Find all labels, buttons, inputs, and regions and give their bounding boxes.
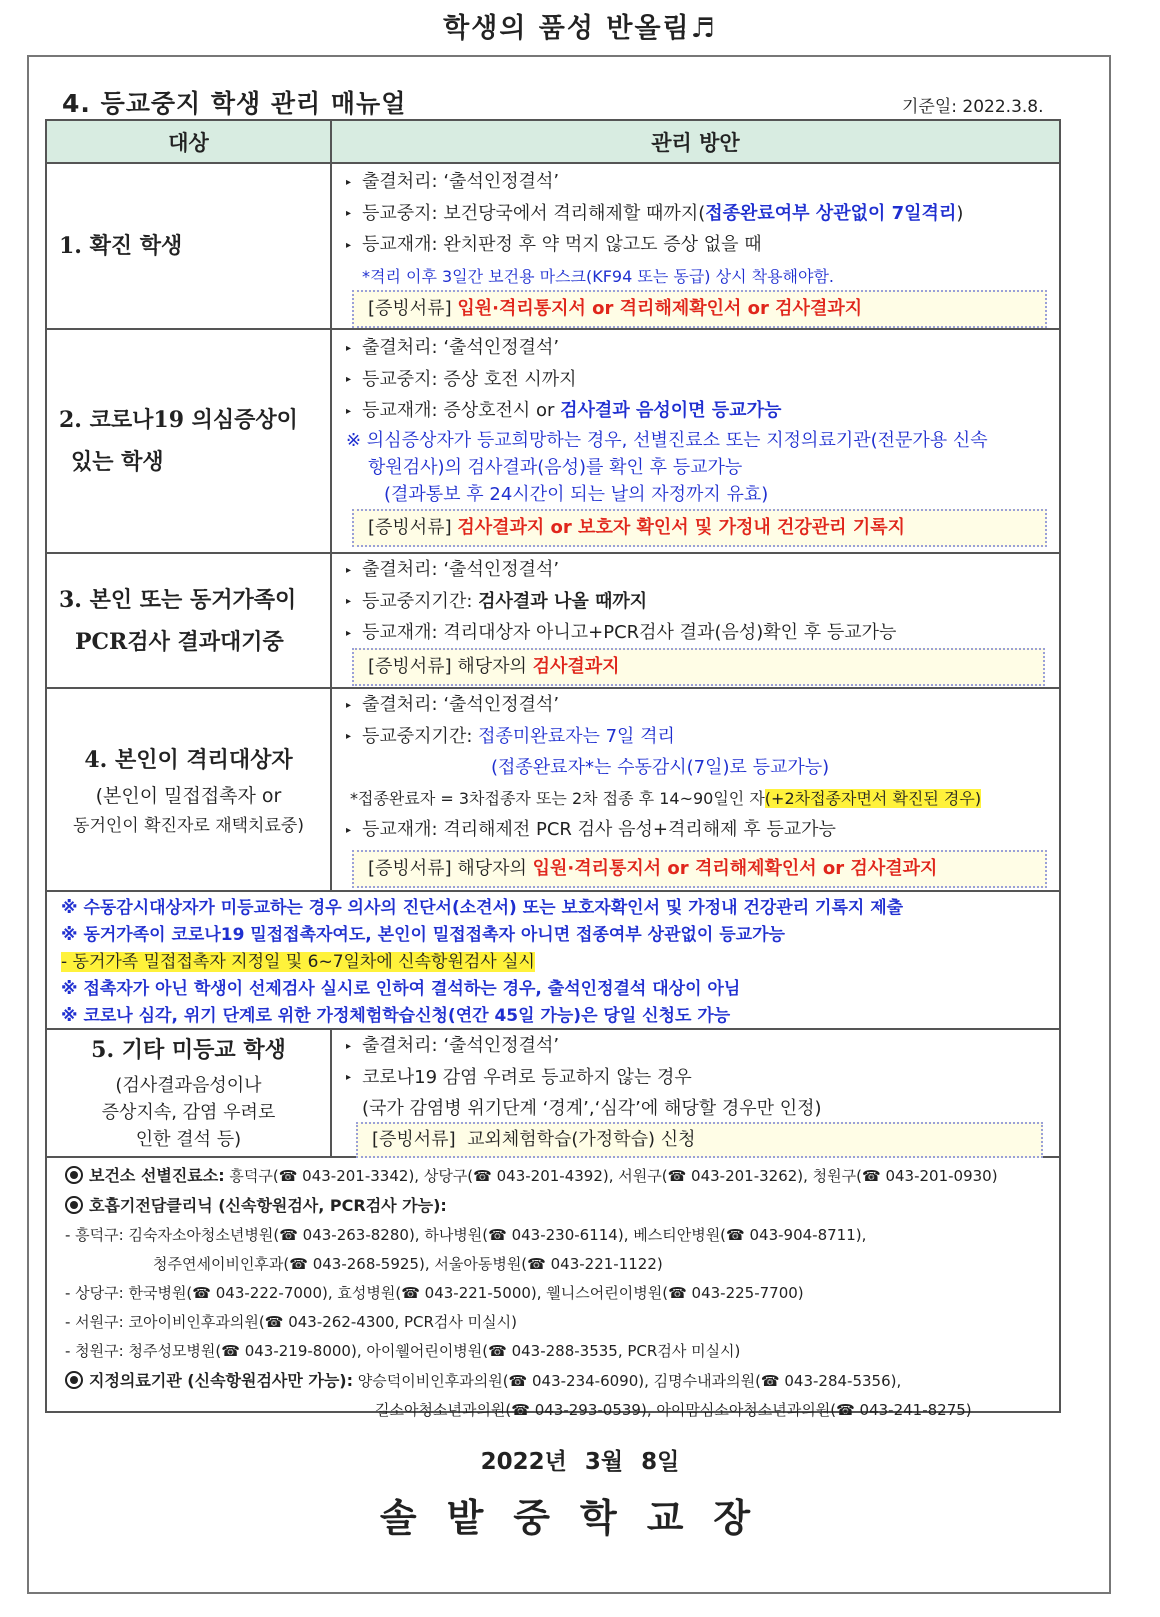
note-line: - 동거가족 밀접접촉자 지정일 및 6~7일차에 신속항원검사 실시 [61,952,535,972]
evidence-box: [증빙서류] 교외체험학습(가정학습) 신청 [356,1122,1043,1158]
row-sublabel: (본인이 밀접접촉자 or [95,784,282,807]
list-item: ▸ 등교중지: 증상 호전 시까지 [346,364,1059,396]
list-item: ▸ 등교재개: 완치판정 후 약 먹지 않고도 증상 없을 때 [346,229,1059,261]
list-item: (접종완료자*는 수동감시(7일)로 등교가능) [491,757,830,778]
list-item: ▸ 등교재개: 격리대상자 아니고+PCR검사 결과(음성)확인 후 등교가능 [346,617,1059,649]
triangle-bullet-icon: ▸ [346,731,352,742]
row-label: 4. 본인이 격리대상자 [84,746,293,773]
table-row [47,554,1059,689]
list-item: (결과통보 후 24시간이 되는 날의 자정까지 유효) [384,483,769,505]
table-row [47,689,1059,892]
header-plan: 관리 방안 [651,130,740,155]
list-item: ▸ 등교중지기간: 검사결과 나올 때까지 [346,586,1059,618]
triangle-bullet-icon: ▸ [346,699,352,711]
list-item: *격리 이후 3일간 보건용 마스크(KF94 또는 동급) 상시 착용해야함. [362,266,834,286]
row-label: 5. 기타 미등교 학생 [91,1037,286,1063]
triangle-bullet-icon: ▸ [346,405,352,417]
row-label: 1. 확진 학생 [59,233,183,259]
notes-block [47,892,1059,1030]
triangle-bullet-icon: ▸ [346,176,352,188]
list-item: ▸ 등교재개: 증상호전시 or 검사결과 음성이면 등교가능 [346,395,1059,427]
issue-date: 2022년 3월 8일 [480,1449,680,1475]
triangle-bullet-icon: ▸ [346,596,352,607]
principal-signature: 솔밭중학교장 [379,1495,781,1540]
target-bullet-icon [65,1166,83,1184]
contact-line: - 서원구: 코아이비인후과의원(☎ 043-262-4300, PCR검사 미실시) [65,1313,517,1331]
note-line: ※ 동거가족이 코로나19 밀접접촉자여도, 본인이 밀접접촉자 아니면 접종여부 상관없이 등교가능 [61,925,785,945]
list-item: ▸ 등교중지: 보건당국에서 격리해제할 때까지(접종완료여부 상관없이 7일격리) [346,198,1059,230]
contact-line: - 청원구: 청주성모병원(☎ 043-219-8000), 아이웰어린이병원(☎ 043-288-3535, PCR검사 미실시) [65,1342,741,1360]
triangle-bullet-icon: ▸ [346,824,352,836]
evidence-box: [증빙서류] 검사결과지 or 보호자 확인서 및 가정내 건강관리 기록지 [352,509,1047,547]
list-item: ▸ 출결처리: ‘출석인정결석’ [346,166,1059,198]
triangle-bullet-icon: ▸ [346,239,352,251]
evidence-box: [증빙서류] 해당자의 입원·격리통지서 or 격리해제확인서 or 검사결과지 [352,850,1047,888]
list-item: (국가 감염병 위기단계 ‘경계’,‘심각’에 해당할 경우만 인정) [362,1098,822,1119]
triangle-bullet-icon: ▸ [346,208,352,219]
contact-line: - 흥덕구: 김숙자소아청소년병원(☎ 043-263-8280), 하나병원(☎ 043-230-6114), 베스티안병원(☎ 043-904-8711), [65,1226,867,1244]
list-item: ▸ 코로나19 감염 우려로 등교하지 않는 경우 [346,1062,1059,1094]
target-bullet-icon [65,1196,83,1214]
row-sublabel: 동거인이 확진자로 재택치료중) [73,815,304,836]
contact-line: - 상당구: 한국병원(☎ 043-222-7000), 효성병원(☎ 043-221-5000), 웰니스어린이병원(☎ 043-225-7700) [65,1284,804,1302]
reference-date: 기준일: 2022.3.8. [902,97,1044,117]
evidence-box: [증빙서류] 입원·격리통지서 or 격리해제확인서 or 검사결과지 [352,290,1047,328]
triangle-bullet-icon: ▸ [346,627,352,639]
contact-line: 청주연세이비인후과(☎ 043-268-5925), 서울아동병원(☎ 043-221-1122) [153,1255,663,1273]
evidence-box: [증빙서류] 해당자의 검사결과지 [352,648,1045,686]
target-bullet-icon [65,1371,83,1389]
list-item: ▸ 출결처리: ‘출석인정결석’ [346,1030,1059,1062]
row-sublabel: (검사결과음성이나 [115,1075,262,1096]
screening-clinics: 보건소 선별진료소: 흥덕구(☎ 043-201-3342), 상당구(☎ 043-201-4392), 서원구(☎ 043-201-3262), 청원구(☎ 043-201-0930) [65,1161,1059,1191]
note-line: ※ 코로나 심각, 위기 단계로 위한 가정체험학습신청(연간 45일 가능)은 당일 신청도 가능 [61,1006,731,1026]
row-sublabel: 인한 결석 등) [135,1129,242,1150]
row-label: PCR검사 결과대기중 [75,628,284,655]
management-table [45,119,1061,1419]
triangle-bullet-icon: ▸ [346,374,352,385]
row-label: 3. 본인 또는 동거가족이 [59,586,297,613]
list-item: ▸ 출결처리: ‘출석인정결석’ [346,332,1059,364]
row-sublabel: 증상지속, 감염 우려로 [101,1102,276,1123]
triangle-bullet-icon: ▸ [346,564,352,576]
table-header-row [47,119,1059,164]
contact-line: 길소아청소년과의원(☎ 043-293-0539), 아이맘심소아청소년과의원(☎ 043-241-8275) [375,1401,972,1419]
list-item: 항원검사)의 검사결과(음성)를 확인 후 등교가능 [368,456,743,478]
respiratory-clinics-title: 호흡기전담클리닉 (신속항원검사, PCR검사 가능): [65,1191,1059,1221]
designated-clinics: 지정의료기관 (신속항원검사만 가능): 양승덕이비인후과의원(☎ 043-234-6090), 김명수내과의원(☎ 043-284-5356), [65,1366,1059,1396]
row-label: 있는 학생 [71,449,164,475]
triangle-bullet-icon: ▸ [346,1072,352,1083]
list-item: ▸ 등교중지기간: 접종미완료자는 7일 격리 [346,721,1059,753]
note-line: ※ 수동감시대상자가 미등교하는 경우 의사의 진단서(소견서) 또는 보호자확인서 및 가정내 건강관리 기록지 제출 [61,898,904,918]
triangle-bullet-icon: ▸ [346,342,352,354]
list-item: *접종완료자 = 3차접종자 또는 2차 접종 후 14~90일인 자(+2차접종자면서 확진된 경우) [350,789,982,808]
table-row [47,1030,1059,1158]
page-title: 4. 등교중지 학생 관리 매뉴얼 [62,89,407,118]
header-target: 대상 [47,121,332,162]
table-row [47,330,1059,554]
list-item: ▸ 등교재개: 격리해제전 PCR 검사 음성+격리해제 후 등교가능 [346,814,1059,846]
page-header: 학생의 품성 반올림♬ [443,13,717,44]
table-row [47,164,1059,330]
note-line: ※ 접촉자가 아닌 학생이 선제검사 실시로 인하여 결석하는 경우, 출석인정결석 대상이 아님 [61,979,741,999]
row-label: 2. 코로나19 의심증상이 [59,407,298,433]
list-item: ※ 의심증상자가 등교희망하는 경우, 선별진료소 또는 지정의료기관(전문가용 신속 [346,429,988,451]
triangle-bullet-icon: ▸ [346,1040,352,1052]
list-item: ▸ 출결처리: ‘출석인정결석’ [346,689,1059,721]
list-item: ▸ 출결처리: ‘출석인정결석’ [346,554,1059,586]
contacts-block [47,1158,1059,1419]
